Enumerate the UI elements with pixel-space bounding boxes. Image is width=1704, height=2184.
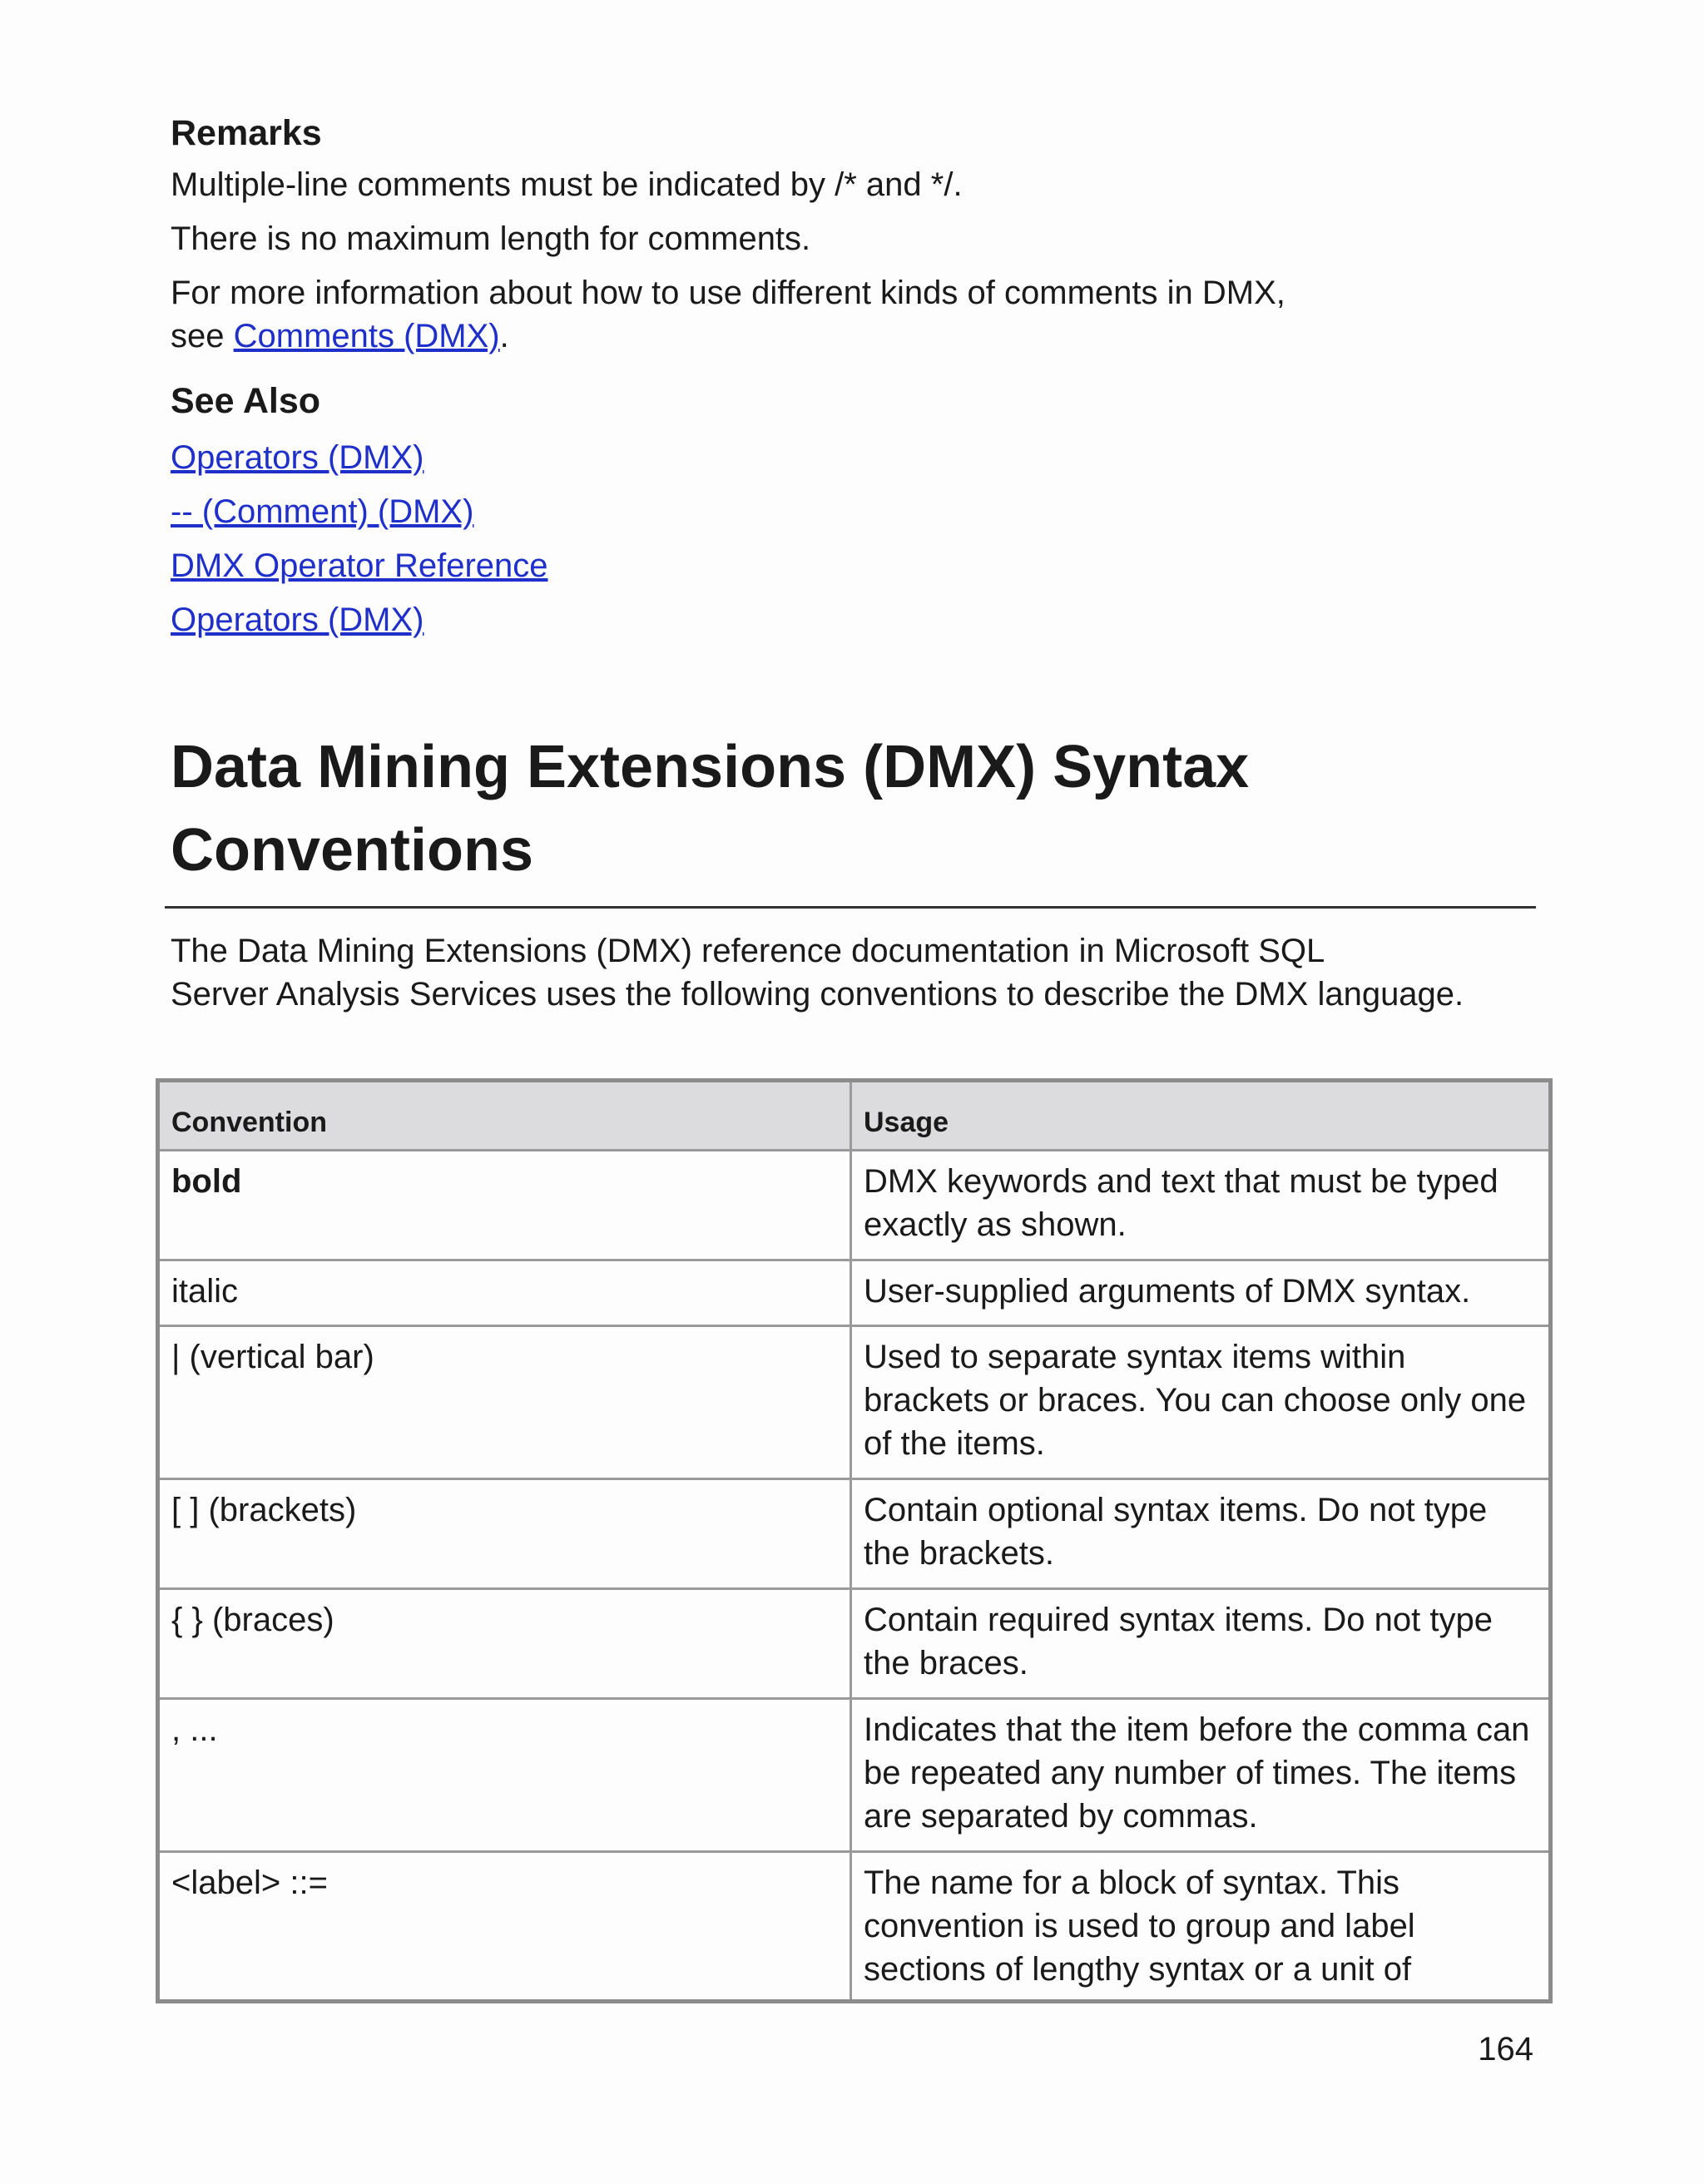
usage-cell: User-supplied arguments of DMX syntax. — [851, 1260, 1551, 1326]
table-row — [158, 1260, 1551, 1326]
remarks-period: . — [499, 318, 509, 354]
header-usage: Usage — [851, 1081, 1551, 1151]
table-row — [158, 1699, 1551, 1852]
remarks-section — [171, 108, 1535, 892]
operators-dmx-link[interactable]: Operators (DMX) — [171, 439, 424, 476]
remarks-line-1: Multiple-line comments must be indicated by /* and */. — [171, 166, 963, 203]
conventions-table — [156, 1078, 1553, 2003]
dmx-operator-reference-link[interactable]: DMX Operator Reference — [171, 547, 548, 584]
title-divider — [165, 906, 1536, 909]
remarks-line-2: There is no maximum length for comments. — [171, 220, 811, 257]
header-convention: Convention — [158, 1081, 851, 1151]
usage-cell: Used to separate syntax items within brackets or braces. You can choose only one of the items. — [851, 1326, 1551, 1479]
convention-cell: bold — [158, 1151, 851, 1260]
see-also-item — [171, 485, 1535, 539]
see-also-list — [171, 431, 1535, 647]
remarks-heading: Remarks — [171, 113, 322, 153]
operators-dmx-link-2[interactable]: Operators (DMX) — [171, 602, 424, 638]
remarks-see-text: see — [171, 318, 234, 354]
convention-cell: [ ] (brackets) — [158, 1479, 851, 1589]
remarks-line-3 — [171, 271, 1535, 358]
see-also-item — [171, 593, 1535, 647]
convention-cell: { } (braces) — [158, 1589, 851, 1699]
comments-dmx-link[interactable]: Comments (DMX) — [233, 318, 500, 354]
see-also-heading: See Also — [171, 381, 321, 421]
convention-cell: italic — [158, 1260, 851, 1326]
section-title-line-1: Data Mining Extensions (DMX) Syntax — [171, 734, 1250, 800]
table-row — [158, 1151, 1551, 1260]
table-row — [158, 1589, 1551, 1699]
convention-cell: <label> ::= — [158, 1852, 851, 2002]
usage-cell: The name for a block of syntax. This convention is used to group and label sections of lengthy syntax or a unit of — [851, 1852, 1551, 2002]
table-row — [158, 1326, 1551, 1479]
convention-cell: , ... — [158, 1699, 851, 1852]
remarks-line-3-text: For more information about how to use different kinds of comments in DMX, — [171, 275, 1285, 311]
intro-line-2: Server Analysis Services uses the following conventions to describe the DMX language. — [171, 976, 1464, 1013]
table-row — [158, 1852, 1551, 2002]
table-row — [158, 1479, 1551, 1589]
convention-cell: | (vertical bar) — [158, 1326, 851, 1479]
usage-cell: Contain optional syntax items. Do not type the brackets. — [851, 1479, 1551, 1589]
usage-cell: Indicates that the item before the comma can be repeated any number of times. The items are separated by commas. — [851, 1699, 1551, 1852]
see-also-item — [171, 539, 1535, 593]
usage-cell: Contain required syntax items. Do not type the braces. — [851, 1589, 1551, 1699]
comment-dmx-link[interactable]: -- (Comment) (DMX) — [171, 493, 474, 530]
section-intro — [171, 929, 1535, 1016]
section-title — [171, 726, 1535, 892]
intro-line-1: The Data Mining Extensions (DMX) reference documentation in Microsoft SQL — [171, 933, 1325, 969]
table-header-row — [158, 1081, 1551, 1151]
usage-cell: DMX keywords and text that must be typed exactly as shown. — [851, 1151, 1551, 1260]
see-also-item — [171, 431, 1535, 485]
page-number: 164 — [1478, 2031, 1533, 2068]
section-title-line-2: Conventions — [171, 817, 534, 884]
